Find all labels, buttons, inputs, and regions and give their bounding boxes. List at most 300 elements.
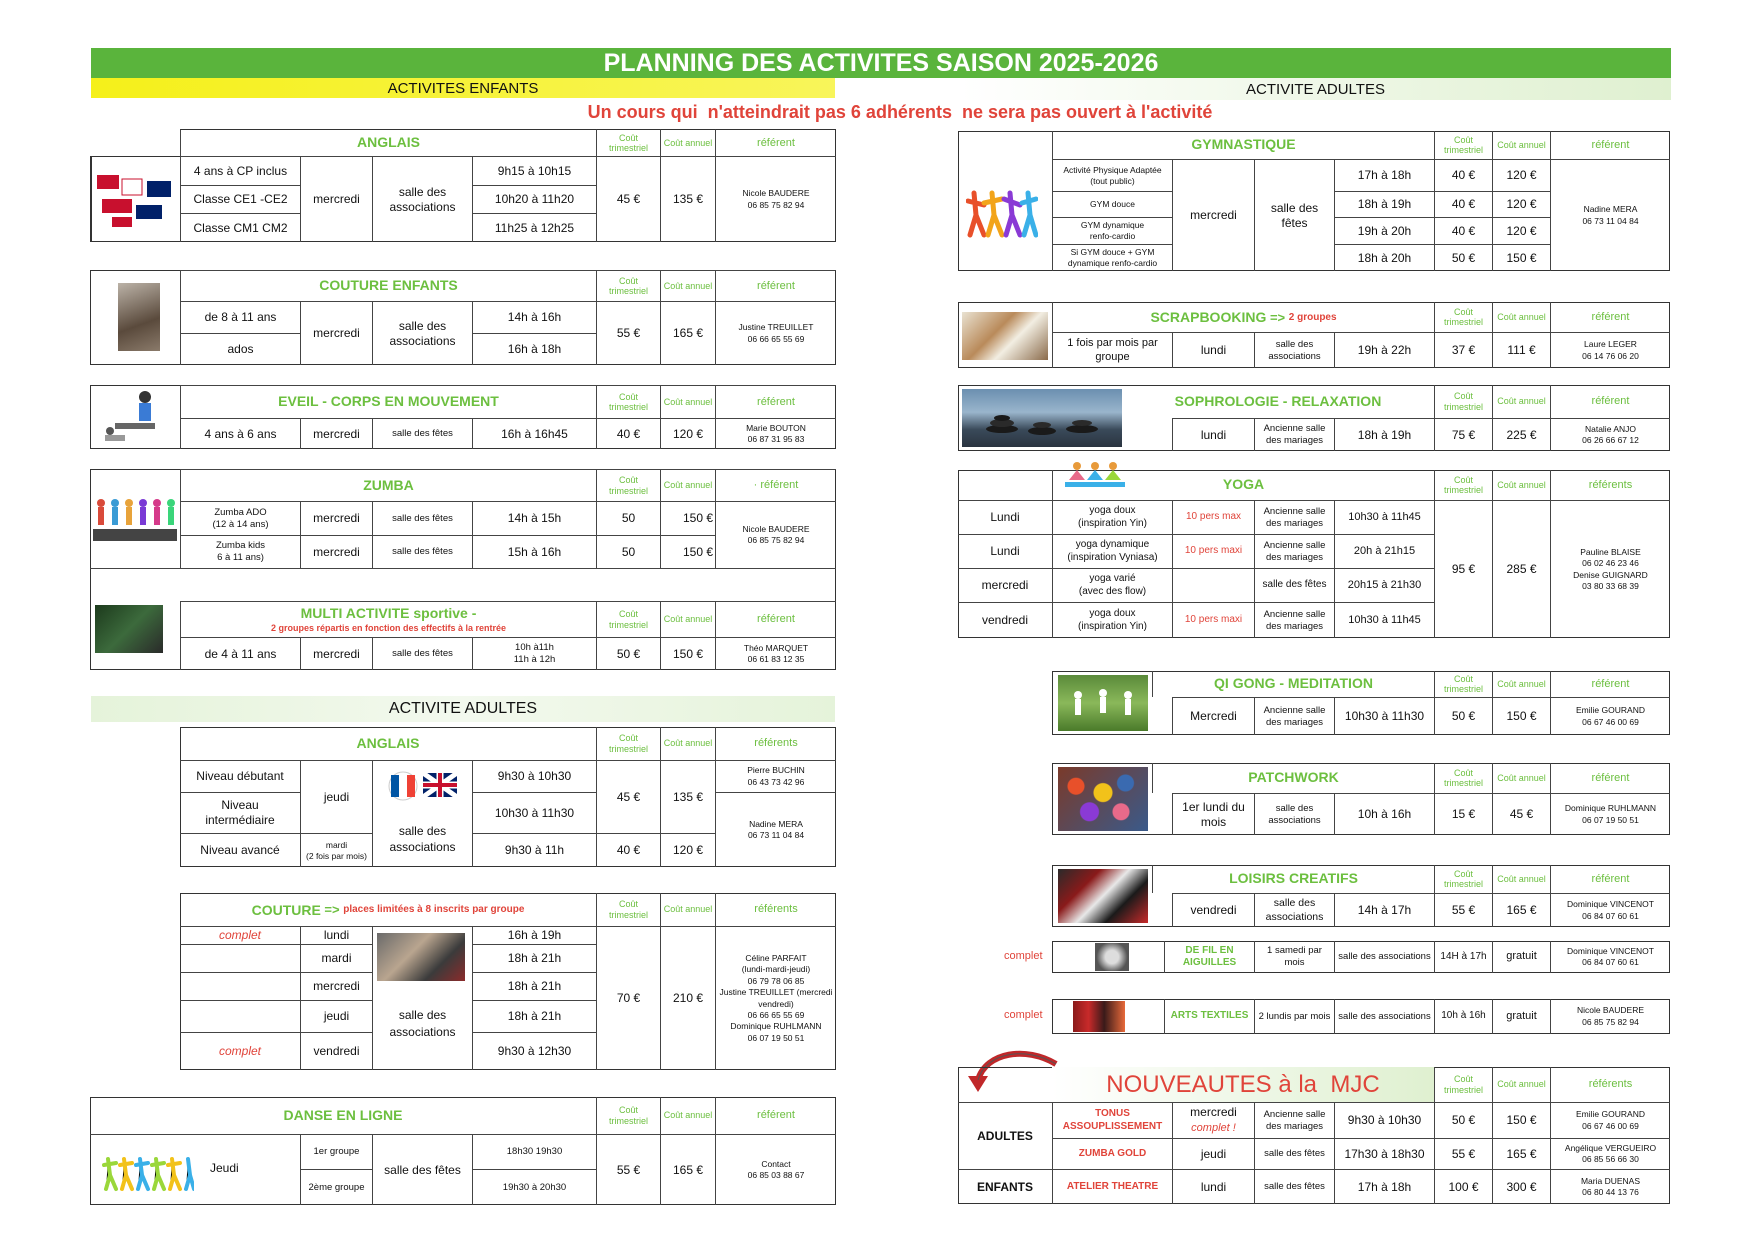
- danse-group-2: 2ème groupe: [300, 1169, 372, 1205]
- couture-day-3: mercredi: [300, 972, 372, 1000]
- couture-day-2: mardi: [300, 944, 372, 972]
- gym-row-3-time: 19h à 20h: [1334, 217, 1434, 244]
- multi-header-row: [180, 601, 596, 637]
- yoga-row-1-type: yoga doux (inspiration Yin): [1052, 500, 1172, 534]
- couture-enfants-time-2: 16h à 18h: [472, 333, 596, 365]
- yoga-ct: 95 €: [1434, 500, 1492, 638]
- couture-enfants-title: COUTURE ENFANTS: [180, 270, 596, 301]
- anglais-level-1: Niveau débutant: [180, 760, 300, 792]
- ct-header: Coût trimestriel: [596, 893, 660, 926]
- scrap-subtitle: 2 groupes: [1288, 311, 1337, 323]
- ct-header: Coût trimestriel: [596, 469, 660, 501]
- scrap-arrow: =>: [1266, 309, 1289, 325]
- scrap-title: SCRAPBOOKING: [1150, 309, 1267, 325]
- ca-header: Coût annuel: [1492, 131, 1550, 159]
- danse-ca: 165 €: [660, 1134, 715, 1205]
- ct-header: Coût trimestriel: [596, 270, 660, 301]
- nouv-row-3-day: lundi: [1172, 1169, 1254, 1204]
- gym-row-1-name: Activité Physique Adaptée (tout public): [1052, 159, 1172, 191]
- anglais-enfants-title: ANGLAIS: [180, 129, 596, 156]
- anglais-enfants-time-3: 11h25 à 12h25: [472, 213, 596, 242]
- scrap-time: 19h à 22h: [1334, 332, 1434, 368]
- eveil-image: [95, 387, 175, 445]
- zumba-bottom-line: [90, 568, 836, 569]
- couture-enfants-ct: 55 €: [596, 301, 660, 365]
- ref-header: · référent: [715, 469, 836, 501]
- loisirs-image: [1058, 869, 1148, 923]
- anglais-enfants-left-border: [90, 156, 92, 242]
- multi-title: MULTI ACTIVITE sportive -: [300, 605, 477, 621]
- couture-status-1: complet: [180, 926, 300, 944]
- zumba-ref: Nicole BAUDERE 06 85 75 82 94: [715, 501, 836, 568]
- ct-header: Coût trimestriel: [596, 385, 660, 418]
- ct-header: Coût trimestriel: [596, 601, 660, 637]
- qigong-image: [1058, 675, 1148, 731]
- zumba-row-1-name: Zumba ADO (12 à 14 ans): [180, 501, 300, 535]
- arts-image: [1073, 1001, 1125, 1032]
- col-right-title: ACTIVITE ADULTES: [1246, 80, 1385, 98]
- gym-row-1-ct: 40 €: [1434, 159, 1492, 191]
- sophro-image: [962, 389, 1122, 447]
- nouv-row-2-name: ZUMBA GOLD: [1052, 1138, 1172, 1169]
- ref-header: référent: [1550, 865, 1670, 893]
- eveil-place: salle des fêtes: [372, 418, 472, 449]
- couture-ref: Céline PARFAIT (lundi-mardi-jeudi) 06 79 78 06 85 Justine TREUILLET (mercredi vendredi) 06 66 65 55 69 Dominique RUHLMANN 06 07 19 50 51: [715, 926, 836, 1070]
- anglais-enfants-time-1: 9h15 à 10h15: [472, 156, 596, 185]
- couture-adultes-arrow: =>: [320, 902, 344, 917]
- yoga-row-4-max: 10 pers maxi: [1172, 602, 1254, 638]
- couture-place: salle des associations: [389, 1008, 456, 1039]
- danse-time-2: 19h30 à 20h30: [472, 1169, 596, 1205]
- patchwork-ct: 15 €: [1434, 793, 1492, 835]
- adultes-left-banner: [91, 696, 835, 722]
- danse-title: DANSE EN LIGNE: [283, 1106, 403, 1123]
- ca-header: Coût annuel: [1492, 1067, 1550, 1102]
- nouv-row-3-ref: Maria DUENAS 06 80 44 13 76: [1550, 1169, 1670, 1204]
- gym-title: GYMNASTIQUE: [1052, 131, 1434, 159]
- anglais-adultes-title: ANGLAIS: [356, 734, 420, 751]
- anglais-place: salle des associations: [389, 824, 456, 855]
- anglais-day-mardi: mardi (2 fois par mois): [300, 833, 372, 867]
- ct-header: Coût trimestriel: [1434, 470, 1492, 500]
- zumba-row-1-place: salle des fêtes: [372, 501, 472, 535]
- couture-adultes-image: [377, 933, 465, 981]
- yoga-row-1-place: Ancienne salle des mariages: [1254, 500, 1334, 534]
- gym-row-4-ct: 50 €: [1434, 244, 1492, 271]
- couture-enfants-ref: Justine TREUILLET 06 66 65 55 69: [715, 301, 836, 365]
- scrap-image: [962, 312, 1048, 360]
- ref-header: référent: [1550, 671, 1670, 697]
- gym-row-2-ct: 40 €: [1434, 191, 1492, 217]
- yoga-row-1-day: Lundi: [958, 500, 1052, 534]
- anglais-level-2: Niveau intermédiaire: [180, 792, 300, 833]
- arts-freq: 2 lundis par mois: [1254, 999, 1334, 1034]
- qigong-ref: Emilie GOURAND 06 67 46 00 69: [1550, 697, 1670, 735]
- danse-time-1: 18h30 19h30: [472, 1134, 596, 1169]
- patchwork-ca: 45 €: [1492, 793, 1550, 835]
- patchwork-title: PATCHWORK: [1152, 763, 1434, 793]
- arts-time: 10h à 16h: [1434, 999, 1492, 1034]
- yoga-row-3-time: 20h15 à 21h30: [1334, 568, 1434, 602]
- notice: Un cours qui n'atteindrait pas 6 adhérents ne sera pas ouvert à l'activité: [587, 102, 1213, 122]
- yoga-ca: 285 €: [1492, 500, 1550, 638]
- couture-ca: 210 €: [660, 926, 715, 1070]
- multi-time: 10h à11h 11h à 12h: [472, 637, 596, 670]
- yoga-row-3-day: mercredi: [958, 568, 1052, 602]
- enfants-banner: [91, 78, 835, 98]
- sophro-place: Ancienne salle des mariages: [1254, 418, 1334, 451]
- ref-header: référent: [1550, 763, 1670, 793]
- ct-header: Coût trimestriel: [596, 727, 660, 760]
- ca-header: Coût annuel: [660, 893, 715, 926]
- nouv-row-2-place: salle des fêtes: [1254, 1138, 1334, 1169]
- nouv-row-1-time: 9h30 à 10h30: [1334, 1102, 1434, 1138]
- yoga-title: YOGA: [1052, 470, 1434, 500]
- yoga-row-4-day: vendredi: [958, 602, 1052, 638]
- couture-day-5: vendredi: [300, 1032, 372, 1070]
- anglais-ct-2: 40 €: [596, 833, 660, 867]
- nouv-row-1-ca: 150 €: [1492, 1102, 1550, 1138]
- anglais-day-jeudi: jeudi: [300, 760, 372, 833]
- zumba-row-1-day: mercredi: [300, 501, 372, 535]
- scrap-ref: Laure LEGER 06 14 76 06 20: [1550, 332, 1670, 368]
- anglais-ca-2: 120 €: [660, 833, 715, 867]
- gym-ref: Nadine MERA 06 73 11 04 84: [1550, 159, 1670, 271]
- patchwork-place: salle des associations: [1254, 793, 1334, 835]
- ca-header: Coût annuel: [1492, 865, 1550, 893]
- danse-left-cell: [90, 1134, 300, 1205]
- nouv-row-1-name: TONUS ASSOUPLISSEMENT: [1052, 1102, 1172, 1138]
- multi-activite-image: [95, 605, 163, 653]
- gym-row-2-name: GYM douce: [1052, 191, 1172, 217]
- ca-header: Coût annuel: [660, 129, 715, 156]
- zumba-row-2-time: 15h à 16h: [472, 535, 596, 568]
- ref-header: référent: [715, 270, 836, 301]
- multi-place: salle des fêtes: [372, 637, 472, 670]
- anglais-level-3: Niveau avancé: [180, 833, 300, 867]
- anglais-ref-1: Pierre BUCHIN 06 43 73 42 96: [715, 760, 836, 792]
- ca-header: Coût annuel: [1492, 671, 1550, 697]
- nouv-row-2-ref: Angélique VERGUEIRO 06 85 56 66 30: [1550, 1138, 1670, 1169]
- couture-enfants-place: salle des associations: [372, 301, 472, 365]
- zumba-row-2-ca: 150 €: [660, 535, 715, 568]
- ref-header: référent: [715, 129, 836, 156]
- nouv-row-2-time: 17h30 à 18h30: [1334, 1138, 1434, 1169]
- couture-enfants-ca: 165 €: [660, 301, 715, 365]
- yoga-row-2-time: 20h à 21h15: [1334, 534, 1434, 568]
- anglais-time-2: 10h30 à 11h30: [472, 792, 596, 833]
- danse-group-1: 1er groupe: [300, 1134, 372, 1169]
- ct-header: Coût trimestriel: [1434, 302, 1492, 332]
- ref-header: référent: [715, 601, 836, 637]
- yoga-row-2-max: 10 pers maxi: [1172, 534, 1254, 568]
- nouv-row-3-ca: 300 €: [1492, 1169, 1550, 1204]
- anglais-enfants-day: mercredi: [300, 156, 372, 242]
- sophro-ct: 75 €: [1434, 418, 1492, 451]
- patchwork-ref: Dominique RUHLMANN 06 07 19 50 51: [1550, 793, 1670, 835]
- patchwork-image: [1058, 767, 1148, 831]
- couture-enfants-image: [118, 283, 160, 351]
- gym-row-1-ca: 120 €: [1492, 159, 1550, 191]
- multi-ref: Théo MARQUET 06 61 83 12 35: [715, 637, 836, 670]
- defil-status: complet: [1004, 950, 1043, 962]
- defil-price: gratuit: [1492, 941, 1550, 973]
- couture-status-5: complet: [180, 1032, 300, 1070]
- ct-header: Coût trimestriel: [596, 129, 660, 156]
- zumba-row-1-ca: 150 €: [660, 501, 715, 535]
- gym-row-4-ca: 150 €: [1492, 244, 1550, 271]
- ref-header: référent: [715, 385, 836, 418]
- eveil-age: 4 ans à 6 ans: [180, 418, 300, 449]
- qigong-time: 10h30 à 11h30: [1334, 697, 1434, 735]
- couture-time-2: 18h à 21h: [472, 944, 596, 972]
- yoga-row-1-time: 10h30 à 11h45: [1334, 500, 1434, 534]
- ca-header: Coût annuel: [660, 727, 715, 760]
- nouv-row-1-day: mercredi: [1190, 1105, 1237, 1119]
- ca-header: Coût annuel: [660, 1097, 715, 1134]
- nouv-row-3-ct: 100 €: [1434, 1169, 1492, 1204]
- yoga-row-2-day: Lundi: [958, 534, 1052, 568]
- title-banner: [91, 48, 1671, 78]
- anglais-time-1: 9h30 à 10h30: [472, 760, 596, 792]
- ca-header: Coût annuel: [660, 601, 715, 637]
- col-left-title: ACTIVITES ENFANTS: [387, 79, 539, 97]
- arts-title: ARTS TEXTILES: [1164, 999, 1254, 1034]
- yoga-ref: Pauline BLAISE 06 02 46 23 46 Denise GUIGNARD 03 80 33 68 39: [1550, 500, 1670, 638]
- danse-place: salle des fêtes: [372, 1134, 472, 1205]
- nouv-row-2-day: jeudi: [1172, 1138, 1254, 1169]
- adultes-left-title: ACTIVITE ADULTES: [388, 700, 538, 717]
- multi-age: de 4 à 11 ans: [180, 637, 300, 670]
- refs-header: référents: [715, 727, 836, 760]
- scrap-title-cell: [1052, 302, 1434, 332]
- couture-status-2: [180, 944, 300, 972]
- ref-header: référent: [715, 1097, 836, 1134]
- qigong-title: QI GONG - MEDITATION: [1152, 671, 1434, 697]
- ct-header: Coût trimestriel: [1434, 865, 1492, 893]
- nouv-row-2-ct: 55 €: [1434, 1138, 1492, 1169]
- couture-enfants-age-2: ados: [180, 333, 300, 365]
- multi-ct: 50 €: [596, 637, 660, 670]
- defil-title: DE FIL EN AIGUILLES: [1164, 941, 1254, 973]
- patchwork-time: 10h à 16h: [1334, 793, 1434, 835]
- scrap-ca: 111 €: [1492, 332, 1550, 368]
- gym-place: salle des fêtes: [1254, 159, 1334, 271]
- patchwork-day: 1er lundi du mois: [1172, 793, 1254, 835]
- ca-header: Coût annuel: [1492, 385, 1550, 418]
- ct-header: Coût trimestriel: [1434, 131, 1492, 159]
- scrap-ct: 37 €: [1434, 332, 1492, 368]
- couture-day-1: lundi: [300, 926, 372, 944]
- ref-header: référent: [1550, 131, 1670, 159]
- couture-place-cell: [372, 926, 472, 1070]
- defil-freq: 1 samedi par mois: [1254, 941, 1334, 973]
- couture-time-3: 18h à 21h: [472, 972, 596, 1000]
- sophro-title: SOPHROLOGIE - RELAXATION: [1174, 392, 1382, 409]
- yoga-row-2-type: yoga dynamique (inspiration Vyniasa): [1052, 534, 1172, 568]
- zumba-row-1-time: 14h à 15h: [472, 501, 596, 535]
- zumba-row-2-name: Zumba kids 6 à 11 ans): [180, 535, 300, 568]
- loisirs-day: vendredi: [1172, 893, 1254, 927]
- eveil-title: EVEIL - CORPS EN MOUVEMENT: [180, 385, 596, 418]
- ct-header: Coût trimestriel: [1434, 1067, 1492, 1102]
- danse-image: [102, 1149, 194, 1193]
- anglais-ct-1: 45 €: [596, 760, 660, 833]
- yoga-row-4-type: yoga doux (inspiration Yin): [1052, 602, 1172, 638]
- couture-adultes-title-cell: [180, 893, 596, 926]
- gym-row-2-ca: 120 €: [1492, 191, 1550, 217]
- anglais-enfants-place: salle des associations: [372, 156, 472, 242]
- scrap-place: salle des associations: [1254, 332, 1334, 368]
- ref-header: référent: [1550, 302, 1670, 332]
- ca-header: Coût annuel: [660, 469, 715, 501]
- couture-ct: 70 €: [596, 926, 660, 1070]
- zumba-row-2-day: mercredi: [300, 535, 372, 568]
- zumba-title: ZUMBA: [180, 469, 596, 501]
- defil-place: salle des associations: [1334, 941, 1434, 973]
- arts-ref: Nicole BAUDERE 06 85 75 82 94: [1550, 999, 1670, 1034]
- ca-header: Coût annuel: [660, 385, 715, 418]
- zumba-row-2-place: salle des fêtes: [372, 535, 472, 568]
- nouv-row-3-name: ATELIER THEATRE: [1052, 1169, 1172, 1204]
- danse-ct: 55 €: [596, 1134, 660, 1205]
- loisirs-ref: Dominique VINCENOT 06 84 07 60 61: [1550, 893, 1670, 927]
- anglais-enfants-age-1: 4 ans à CP inclus: [180, 156, 300, 185]
- couture-enfants-age-1: de 8 à 11 ans: [180, 301, 300, 333]
- couture-status-4: [180, 1000, 300, 1032]
- anglais-enfants-age-3: Classe CM1 CM2: [180, 213, 300, 242]
- sophro-ref: Natalie ANJO 06 26 66 67 12: [1550, 418, 1670, 451]
- qigong-ca: 150 €: [1492, 697, 1550, 735]
- anglais-enfants-ca: 135 €: [660, 156, 715, 242]
- anglais-ref-2: Nadine MERA 06 73 11 04 84: [715, 792, 836, 867]
- anglais-time-3: 9h30 à 11h: [472, 833, 596, 867]
- ca-header: Coût annuel: [1492, 302, 1550, 332]
- zumba-row-1-ct: 50: [596, 501, 660, 535]
- gym-row-4-time: 18h à 20h: [1334, 244, 1434, 271]
- yoga-row-3-type: yoga varié (avec des flow): [1052, 568, 1172, 602]
- gym-row-3-ca: 120 €: [1492, 217, 1550, 244]
- zumba-row-2-ct: 50: [596, 535, 660, 568]
- couture-adultes-subtitle: places limitées à 8 inscrits par groupe: [343, 904, 525, 915]
- yoga-row-2-place: Ancienne salle des mariages: [1254, 534, 1334, 568]
- nouv-title-cell: [1052, 1067, 1434, 1102]
- couture-time-4: 18h à 21h: [472, 1000, 596, 1032]
- gym-day: mercredi: [1172, 159, 1254, 271]
- arts-price: gratuit: [1492, 999, 1550, 1034]
- page-title: PLANNING DES ACTIVITES SAISON 2025-2026: [603, 48, 1159, 77]
- loisirs-time: 14h à 17h: [1334, 893, 1434, 927]
- danse-ref: Contact 06 85 03 88 67: [715, 1134, 836, 1205]
- ct-header: Coût trimestriel: [1434, 385, 1492, 418]
- sophro-ca: 225 €: [1492, 418, 1550, 451]
- nouv-adultes-label: ADULTES: [958, 1102, 1052, 1169]
- yoga-row-3-place: salle des fêtes: [1254, 568, 1334, 602]
- ref-header: référent: [1550, 385, 1670, 418]
- yoga-row-4-time: 10h30 à 11h45: [1334, 602, 1434, 638]
- gym-row-3-ct: 40 €: [1434, 217, 1492, 244]
- sophro-day: lundi: [1172, 418, 1254, 451]
- ca-header: Coût annuel: [1492, 763, 1550, 793]
- yoga-row-1-max: 10 pers max: [1172, 500, 1254, 534]
- nouv-row-1-place: Ancienne salle des mariages: [1254, 1102, 1334, 1138]
- couture-adultes-title: COUTURE: [251, 901, 321, 918]
- ca-header: Coût annuel: [660, 270, 715, 301]
- nouv-row-1-ref: Emilie GOURAND 06 67 46 00 69: [1550, 1102, 1670, 1138]
- anglais-enfants-top-border: [90, 156, 180, 157]
- refs-header: référents: [715, 893, 836, 926]
- multi-ca: 150 €: [660, 637, 715, 670]
- couture-day-4: jeudi: [300, 1000, 372, 1032]
- anglais-enfants-ct: 45 €: [596, 156, 660, 242]
- gym-image: [966, 185, 1038, 239]
- couture-status-3: [180, 972, 300, 1000]
- qigong-place: Ancienne salle des mariages: [1254, 697, 1334, 735]
- eveil-ref: Marie BOUTON 06 87 31 95 83: [715, 418, 836, 449]
- eveil-time: 16h à 16h45: [472, 418, 596, 449]
- couture-time-5: 9h30 à 12h30: [472, 1032, 596, 1070]
- eveil-ca: 120 €: [660, 418, 715, 449]
- couture-time-1: 16h à 19h: [472, 926, 596, 944]
- arts-status: complet: [1004, 1009, 1043, 1021]
- nouv-title: NOUVEAUTES à la MJC: [1106, 1070, 1380, 1098]
- nouv-row-1-ct: 50 €: [1434, 1102, 1492, 1138]
- nouv-row-1-day-cell: [1172, 1102, 1254, 1138]
- anglais-place-cell: [372, 760, 472, 867]
- scrap-freq: 1 fois par mois par groupe: [1052, 332, 1172, 368]
- arts-place: salle des associations: [1334, 999, 1434, 1034]
- yoga-row-4-place: Ancienne salle des mariages: [1254, 602, 1334, 638]
- nouv-row-3-place: salle des fêtes: [1254, 1169, 1334, 1204]
- anglais-enfants-time-2: 10h20 à 11h20: [472, 185, 596, 213]
- adultes-banner: [960, 78, 1671, 100]
- refs-header: référents: [1550, 1067, 1670, 1102]
- ca-header: Coût annuel: [1492, 470, 1550, 500]
- nouv-row-1-status: complet !: [1191, 1121, 1236, 1134]
- gym-row-1-time: 17h à 18h: [1334, 159, 1434, 191]
- danse-day: Jeudi: [210, 1161, 239, 1175]
- anglais-ca-1: 135 €: [660, 760, 715, 833]
- couture-enfants-time-1: 14h à 16h: [472, 301, 596, 333]
- defil-image: [1095, 943, 1129, 971]
- multi-day: mercredi: [300, 637, 372, 670]
- eveil-ct: 40 €: [596, 418, 660, 449]
- gym-row-3-name: GYM dynamique renfo-cardio: [1052, 217, 1172, 244]
- nouv-row-2-ca: 165 €: [1492, 1138, 1550, 1169]
- multi-subtitle: 2 groupes répartis en fonction des effectifs à la rentrée: [270, 623, 507, 633]
- defil-ref: Dominique VINCENOT 06 84 07 60 61: [1550, 941, 1670, 973]
- ct-header: Coût trimestriel: [596, 1097, 660, 1134]
- ct-header: Coût trimestriel: [1434, 763, 1492, 793]
- eveil-day: mercredi: [300, 418, 372, 449]
- refs-header: référents: [1550, 470, 1670, 500]
- gym-row-4-name: Si GYM douce + GYM dynamique renfo-cardio: [1052, 244, 1172, 271]
- qigong-day: Mercredi: [1172, 697, 1254, 735]
- scrap-day: lundi: [1172, 332, 1254, 368]
- ct-header: Coût trimestriel: [1434, 671, 1492, 697]
- flags-icon: [383, 769, 463, 803]
- loisirs-place: salle des associations: [1254, 893, 1334, 927]
- defil-time: 14H à 17h: [1434, 941, 1492, 973]
- nouv-row-3-time: 17h à 18h: [1334, 1169, 1434, 1204]
- zumba-image: [93, 495, 177, 541]
- loisirs-ca: 165 €: [1492, 893, 1550, 927]
- qigong-ct: 50 €: [1434, 697, 1492, 735]
- yoga-row-3-max: [1172, 568, 1254, 602]
- gym-row-2-time: 18h à 19h: [1334, 191, 1434, 217]
- nouv-enfants-label: ENFANTS: [958, 1169, 1052, 1204]
- sophro-time: 18h à 19h: [1334, 418, 1434, 451]
